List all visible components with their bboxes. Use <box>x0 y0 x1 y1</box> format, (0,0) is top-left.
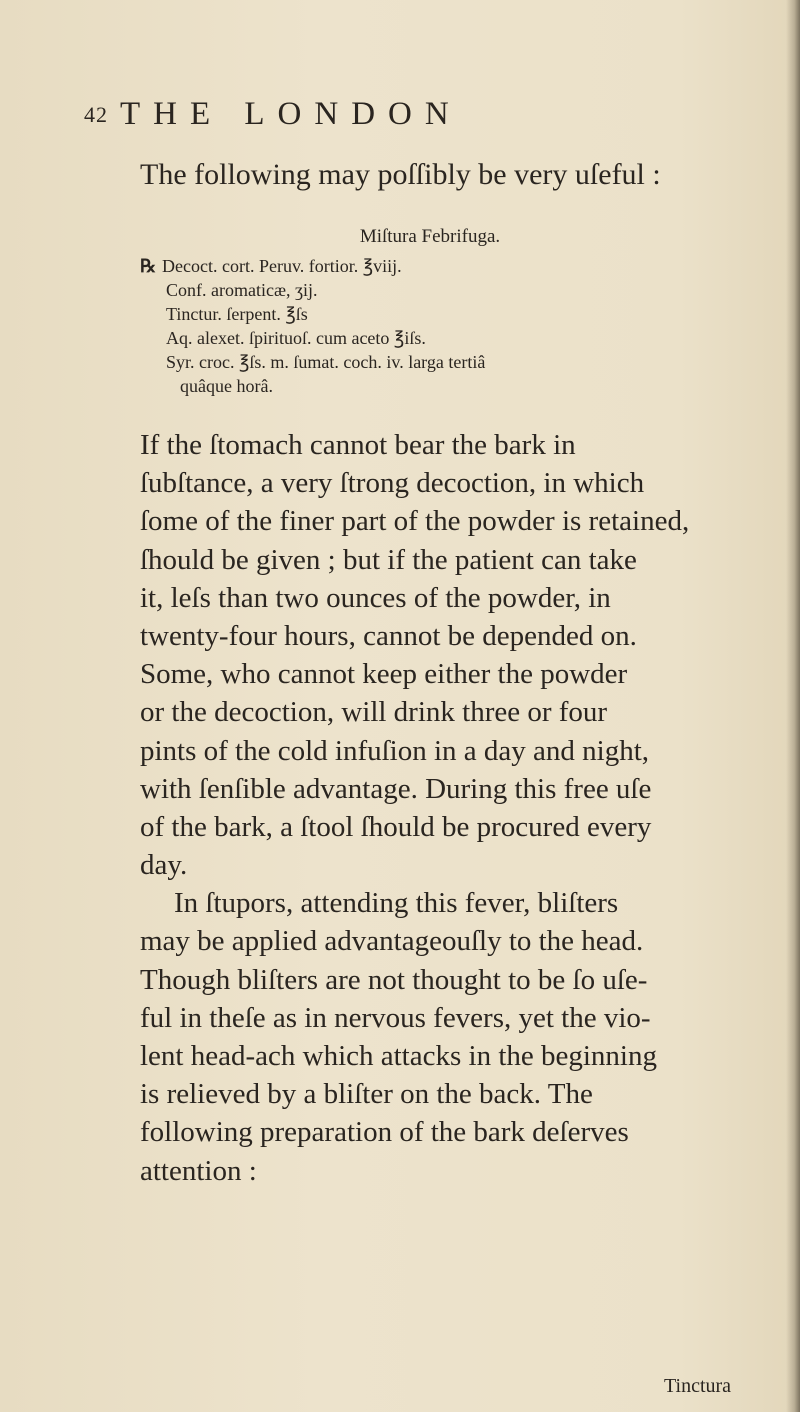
recipe-title: Miſtura Febrifuga. <box>359 226 501 247</box>
recipe-line <box>140 350 800 374</box>
text-line: ſubſtance, a very ſtrong decoction, in which <box>140 467 645 500</box>
recipe-line-text: Aq. alexet. ſpirituoſ. cum aceto ℥iſs. <box>166 328 426 348</box>
page-edge-shadow <box>786 0 800 1412</box>
text-line: following preparation of the bark deſerves <box>140 1116 629 1149</box>
text-line: twenty-four hours, cannot be depended on. <box>140 619 637 652</box>
text-line: with ſenſible advantage. During this free uſe <box>140 772 652 805</box>
text-line: If the ſtomach cannot bear the bark in <box>140 429 576 461</box>
catchword: Tinctura <box>664 1375 732 1397</box>
recipe-line-text: Decoct. cort. Peruv. fortior. ℥viij. <box>162 256 402 276</box>
text-line: lent head-ach which attacks in the beginning <box>140 1040 657 1072</box>
text-line: it, leſs than two ounces of the powder, in <box>140 581 611 614</box>
text-line: of the bark, a ſtool ſhould be procured every <box>140 810 652 843</box>
text-line: or the decoction, will drink three or four <box>140 696 608 729</box>
recipe-line <box>140 374 800 398</box>
intro-sentence: The following may poſſibly be very uſeful : <box>140 158 661 191</box>
text-line: attention : <box>140 1154 257 1187</box>
text-line: is relieved by a bliſter on the back. The <box>140 1078 593 1111</box>
running-head: THE LONDON <box>120 96 462 132</box>
recipe-line <box>140 302 800 326</box>
recipe-line <box>140 254 800 278</box>
text-line: In ſtupors, attending this fever, bliſters <box>174 887 619 920</box>
text-line: may be applied advantageouſly to the head. <box>140 925 644 958</box>
recipe-symbol: ℞ <box>140 256 157 276</box>
text-line: ful in theſe as in nervous fevers, yet the vio- <box>140 1001 651 1034</box>
text-line: ſome of the finer part of the powder is retained, <box>140 505 690 538</box>
recipe-line-text: Conf. aromaticæ, ʒij. <box>166 280 318 300</box>
text-line: day. <box>140 849 188 882</box>
recipe-line-text: quâque horâ. <box>180 376 273 396</box>
recipe-block <box>140 254 800 398</box>
page-number: 42 <box>84 102 108 127</box>
text-line: Some, who cannot keep either the powder <box>140 658 628 691</box>
recipe-line-text: Tinctur. ſerpent. ℥ſs <box>166 304 308 324</box>
page-header <box>84 96 724 136</box>
text-line: pints of the cold infuſion in a day and night, <box>140 734 650 767</box>
text-line: Though bliſters are not thought to be ſo uſe- <box>140 963 648 996</box>
recipe-line <box>140 278 800 302</box>
recipe-line <box>140 326 800 350</box>
recipe-line-text: Syr. croc. ℥ſs. m. ſumat. coch. iv. larga tertiâ <box>166 352 486 372</box>
text-line: ſhould be given ; but if the patient can take <box>140 543 637 576</box>
body-text <box>140 426 760 1190</box>
